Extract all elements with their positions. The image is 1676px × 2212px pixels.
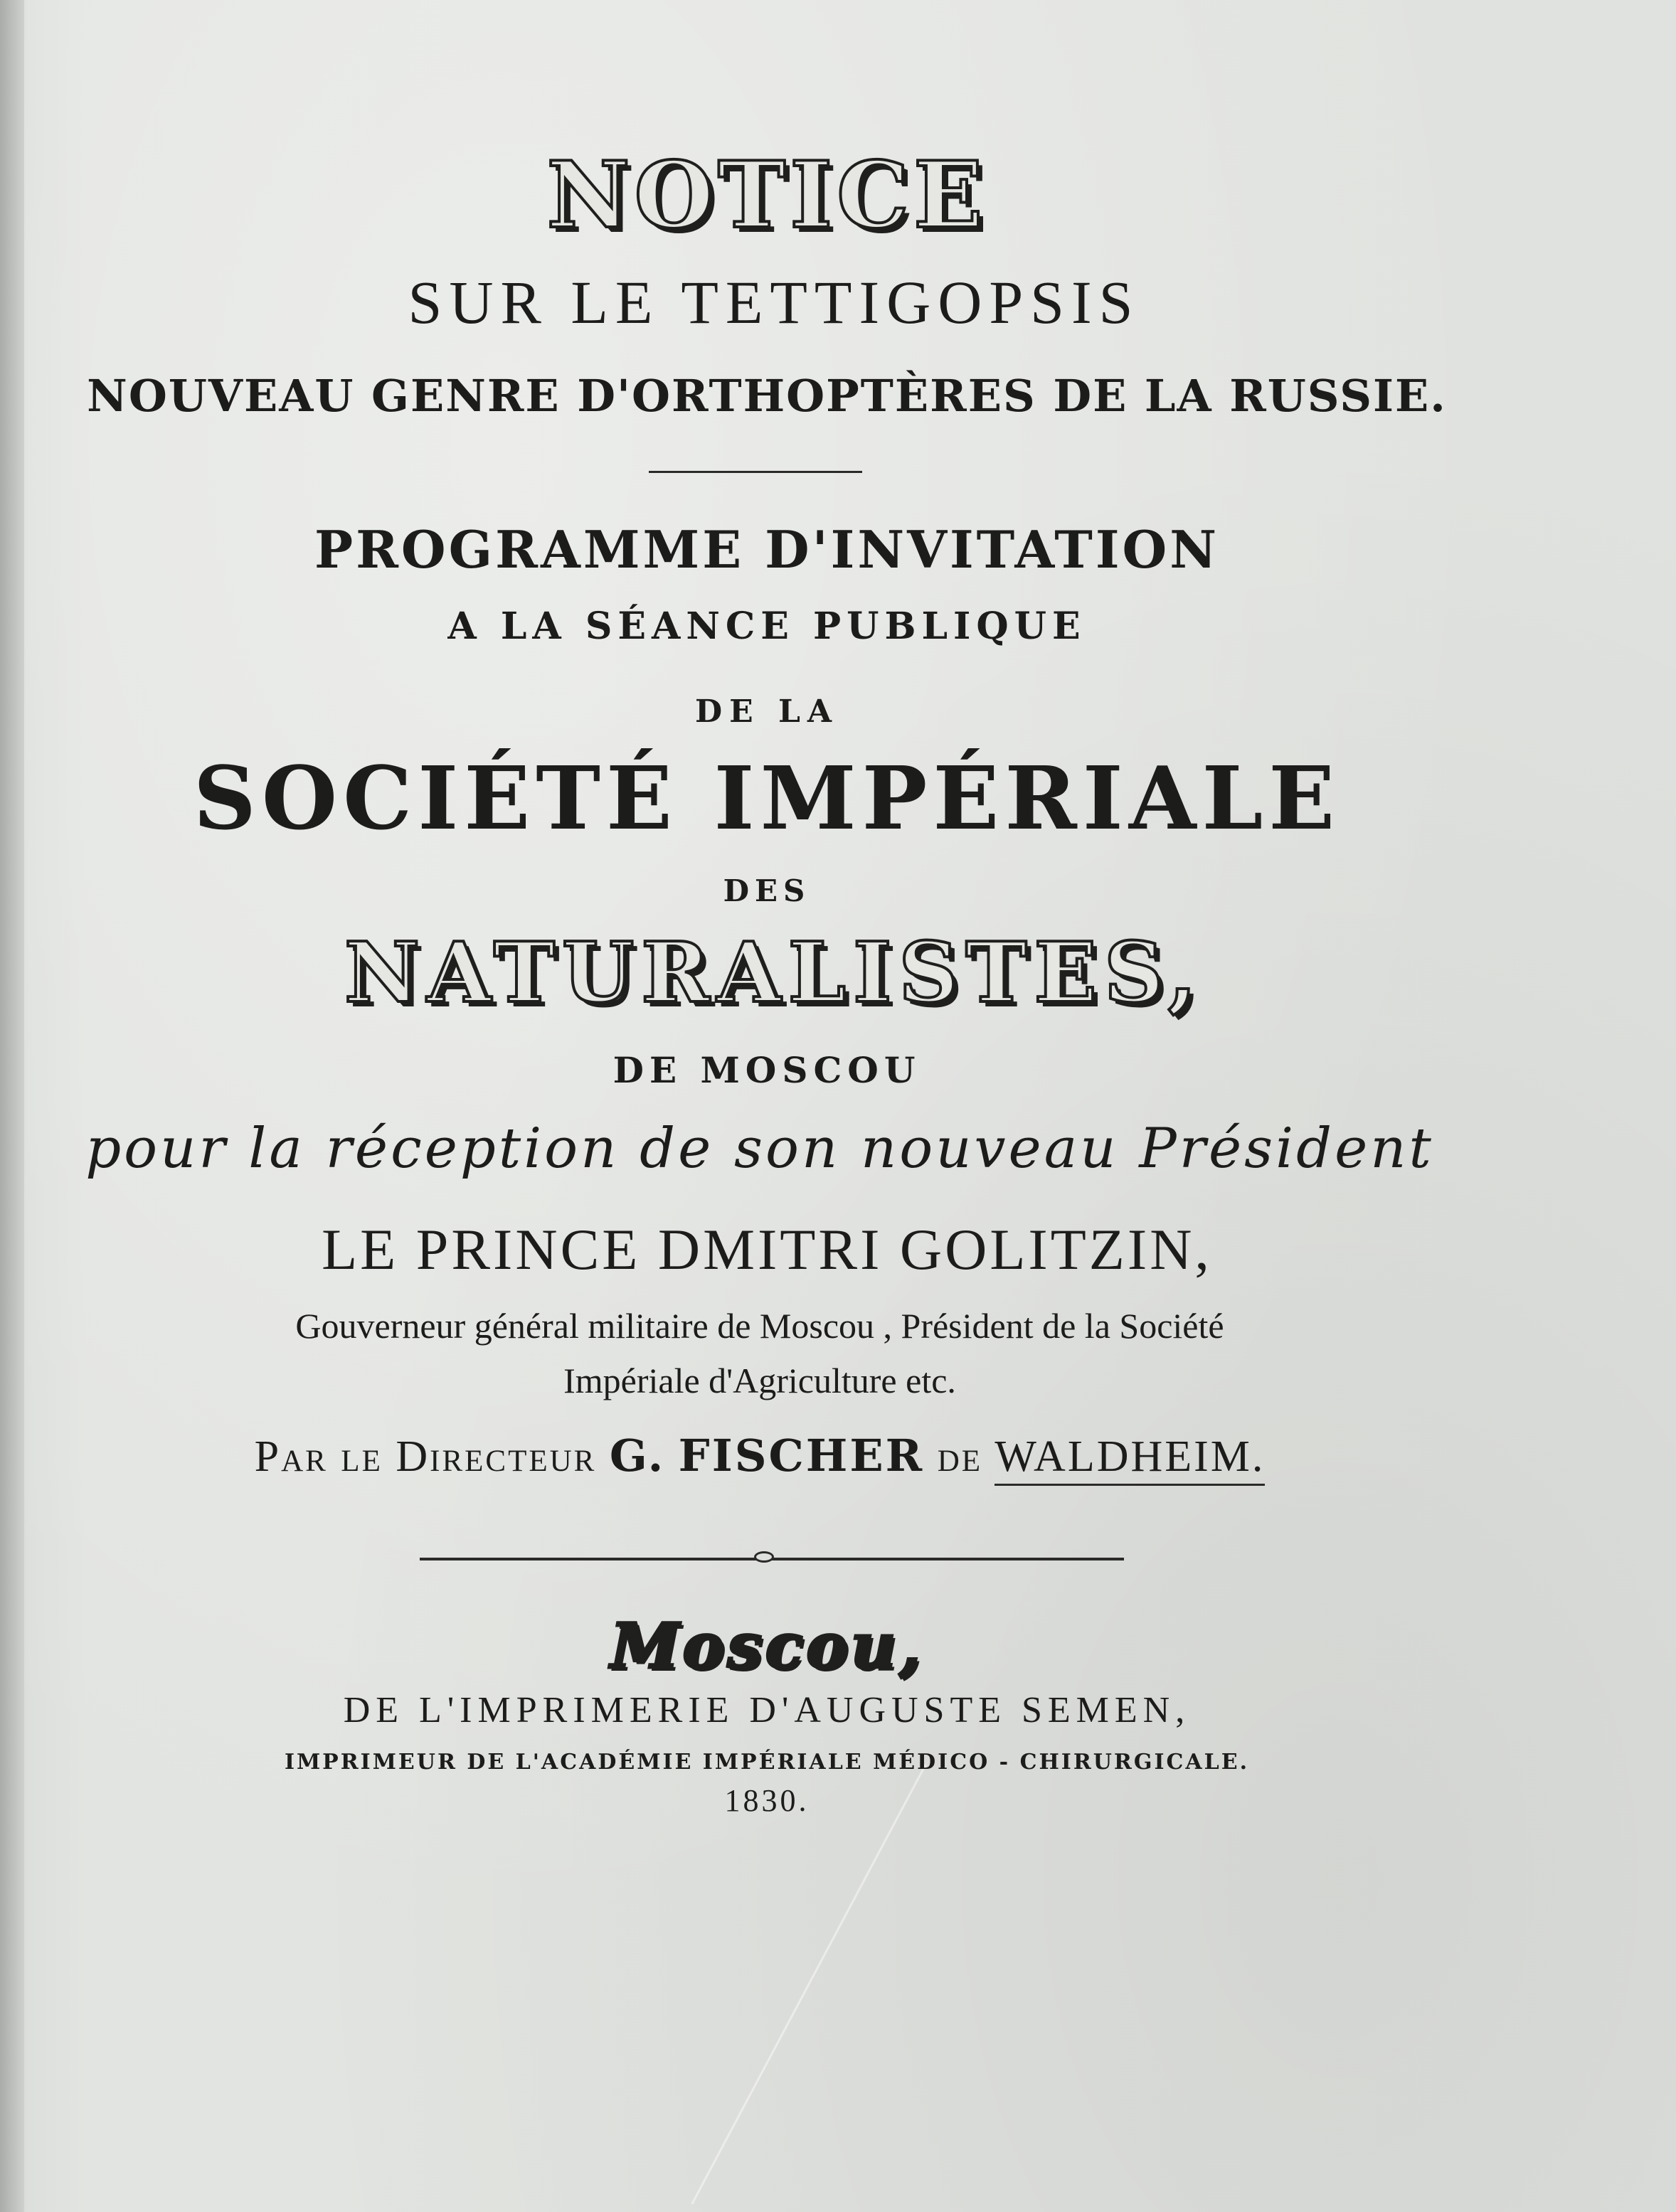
author-de: de xyxy=(937,1432,983,1481)
programme-invitation: PROGRAMME D'INVITATION xyxy=(314,519,1220,580)
imprint-place: Moscou, xyxy=(610,1609,924,1683)
society-imperiale: SOCIÉTÉ IMPÉRIALE xyxy=(193,747,1341,849)
author-line xyxy=(0,1430,1598,1482)
imprint-year: 1830. xyxy=(724,1783,810,1818)
author-directeur: Directeur xyxy=(396,1432,597,1481)
programme-seance: A LA SÉANCE PUBLIQUE xyxy=(447,605,1086,648)
programme-reception: pour la réception de son nouveau Président xyxy=(85,1117,1434,1181)
programme-des: DES xyxy=(723,873,811,908)
author-initial: G. xyxy=(609,1430,666,1482)
ornament-rule-dot xyxy=(754,1551,774,1563)
paper-crease xyxy=(691,1764,926,2204)
ornament-rule-top xyxy=(649,471,862,473)
title-subject: SUR LE TETTIGOPSIS xyxy=(408,268,1140,336)
author-par-le: Par le xyxy=(254,1432,383,1481)
imprint-printer-title: IMPRIMEUR DE L'ACADÉMIE IMPÉRIALE MÉDICO - CHIRURGICALE. xyxy=(284,1750,1250,1775)
author-waldheim: WALDHEIM. xyxy=(995,1432,1265,1486)
prince-titles-line1: Gouverneur général militaire de Moscou , Président de la Société xyxy=(295,1306,1224,1346)
title-notice: NOTICE xyxy=(546,142,987,249)
author-surname: FISCHER xyxy=(678,1430,925,1482)
programme-city: DE MOSCOU xyxy=(612,1049,921,1091)
prince-name: LE PRINCE DMITRI GOLITZIN, xyxy=(322,1217,1212,1282)
imprint-printer: DE L'IMPRIMERIE D'AUGUSTE SEMEN, xyxy=(343,1690,1191,1730)
prince-titles-line2: Impériale d'Agriculture etc. xyxy=(563,1361,956,1400)
society-naturalistes: NATURALISTES, xyxy=(344,925,1204,1021)
programme-de-la: DE LA xyxy=(694,693,839,730)
title-genre: NOUVEAU GENRE D'ORTHOPTÈRES DE LA RUSSIE. xyxy=(87,370,1447,422)
